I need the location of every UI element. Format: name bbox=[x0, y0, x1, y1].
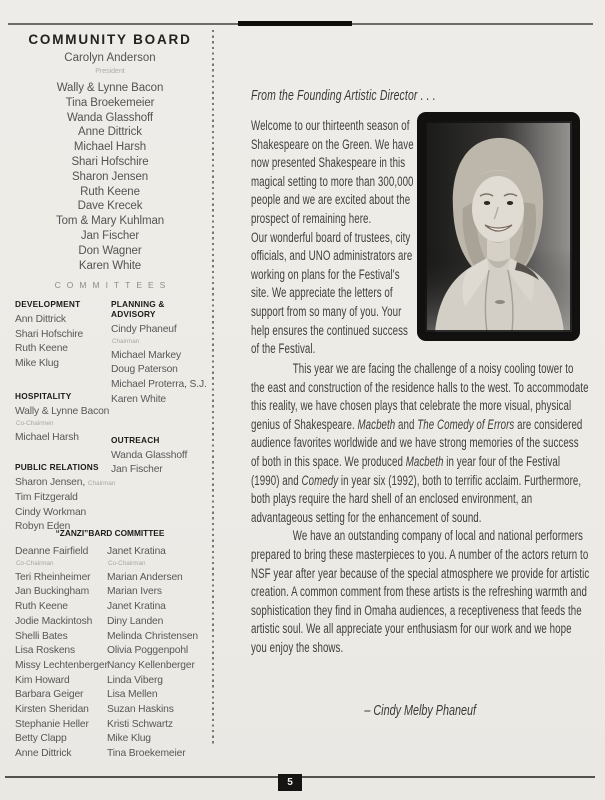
committees-right-column bbox=[111, 299, 211, 478]
zanzibard-member: Missy Lechtenberger bbox=[15, 659, 108, 671]
zanzibard-right-list bbox=[107, 545, 208, 762]
zanzibard-title: “ZANZI”BARD COMMITTEE bbox=[55, 528, 165, 538]
board-member-name: Tina Broekemeier bbox=[65, 96, 155, 109]
board-member-name: Karen White bbox=[78, 259, 142, 272]
committee-member-list bbox=[15, 313, 110, 372]
committee-title: DEVELOPMENT bbox=[15, 299, 81, 309]
zanzibard-member: Betty Clapp bbox=[15, 733, 67, 745]
zanzibard-member: Janet Kratina Co-Chairman bbox=[107, 545, 208, 568]
zanzibard-member: Melinda Christensen bbox=[107, 630, 199, 642]
page-number: 5 bbox=[278, 774, 302, 791]
committee-member: Michael Markey bbox=[111, 349, 181, 361]
board-member-name: Shari Hofschire bbox=[71, 155, 149, 168]
board-member-name: Ruth Keene bbox=[80, 185, 140, 198]
zanzibard-member: Olivia Poggenpohl bbox=[107, 645, 189, 657]
committee-public-relations bbox=[15, 462, 116, 535]
zanzibard-member: Ruth Keene bbox=[15, 601, 68, 613]
zanzibard-member: Lisa Roskens bbox=[15, 645, 76, 657]
board-member-name: Dave Krecek bbox=[77, 200, 143, 213]
zanzibard-member: Diny Landen bbox=[107, 615, 164, 627]
zanzibard-member: Kim Howard bbox=[15, 674, 70, 686]
committee-planning-advisory bbox=[111, 299, 211, 408]
committee-member: Robyn Eden bbox=[15, 521, 71, 533]
committee-member: Wanda Glasshoff bbox=[111, 449, 188, 461]
zanzibard-member: Nancy Kellenberger bbox=[107, 659, 195, 671]
column-divider-dotted bbox=[212, 30, 214, 746]
letter-body-wide: This year we are facing the challenge of a noisy cooling tower to the east and construction of the residence halls to the west. To accommodate this reality, we have chosen plays that celebrate the more visual, physical genius of Shakespeare. Macbeth and The Comedy of Errors are considered audience favorites worldwide and we have strong memories of the success of both in this space. We produced Macbeth in year four of the Festival (1990) and Comedy in year six (1992), both to terrific acclaim. Furthermore, both plays require the hard shell of an enclosed environment, an advantageous setting for the enhancement of sound. We have an outstanding company of local and national performers prepared to bring these masterpieces to you. A number of the actors return to NSF year after year because of the special atmosphere we provide for artistic creation. A common comment from these artists is the refreshing warmth and sophistication they find in Omaha audiences, a receptiveness that feeds the artistic soul. We all appreciate your enthusiasm for our work and we hope you enjoy the shows. bbox=[251, 361, 590, 655]
committee-member: Tim Fitzgerald bbox=[15, 491, 78, 503]
zanzibard-member: Linda Viberg bbox=[107, 674, 163, 686]
committee-title: PUBLIC RELATIONS bbox=[15, 462, 99, 473]
member-role-label: Chairman bbox=[88, 479, 116, 487]
committee-member: Cindy Phaneuf Chairman bbox=[111, 323, 211, 346]
committee-development bbox=[15, 299, 110, 372]
president-name: Carolyn Anderson bbox=[64, 52, 156, 64]
board-member-name: Don Wagner bbox=[78, 244, 142, 257]
committee-hospitality bbox=[15, 391, 110, 445]
zanzibard-member: Mike Klug bbox=[107, 733, 151, 745]
committee-title: PLANNING & ADVISORY bbox=[111, 299, 165, 319]
zanzibard-member: Shelli Bates bbox=[15, 630, 68, 642]
zanzibard-member: Jan Buckingham bbox=[15, 586, 90, 598]
zanzibard-left-list bbox=[12, 545, 107, 762]
letter-heading: From the Founding Artistic Director . . . bbox=[251, 88, 436, 104]
board-member-name: Anne Dittrick bbox=[78, 126, 142, 139]
board-member-list bbox=[12, 81, 208, 273]
letter-body-narrow: Welcome to our thirteenth season of Shakespeare on the Green. We have now presented Shakespeare in this magical setting to more than 300,000 people and we are excited about the prospect of remaining here. Our wonderful board of trustees, city officials, and UNO administrators are working on plans for the Festival's site. We appreciate the letters of support from so many of you. Your help ensures the continued success of the Festival. bbox=[251, 118, 414, 357]
zanzibard-member: Tina Broekemeier bbox=[107, 748, 186, 760]
committee-member-list bbox=[111, 323, 211, 408]
committee-member: Sharon Jensen, Chairman bbox=[15, 477, 116, 489]
zanzibard-member: Marian Ivers bbox=[107, 586, 162, 598]
committee-member: Ann Dittrick bbox=[15, 314, 66, 325]
president-role-label: President bbox=[95, 68, 125, 75]
committee-member: Doug Paterson bbox=[111, 364, 178, 376]
member-role-label: Co-Chairman bbox=[16, 559, 54, 567]
committees-left-column bbox=[15, 299, 116, 535]
committee-title: HOSPITALITY bbox=[15, 390, 72, 401]
top-rule-accent-bar bbox=[238, 21, 352, 26]
committee-member: Michael Proterra, S.J. bbox=[111, 379, 207, 391]
committee-member: Michael Harsh bbox=[15, 431, 79, 443]
committee-member: Jan Fischer bbox=[111, 464, 163, 476]
zanzibard-member: Stephanie Heller bbox=[15, 718, 89, 730]
committee-title: OUTREACH bbox=[111, 434, 160, 445]
zanzibard-member: Kirsten Sheridan bbox=[15, 704, 89, 716]
committee-member: Mike Klug bbox=[15, 358, 59, 370]
member-role-label: Co-Chairmen bbox=[16, 419, 54, 427]
zanzibard-member: Teri Rheinheimer bbox=[15, 571, 91, 583]
board-member-name: Tom & Mary Kuhlman bbox=[55, 215, 165, 228]
zanzibard-member: Janet Kratina bbox=[107, 601, 166, 613]
committee-member-list bbox=[15, 405, 110, 445]
community-board-title: COMMUNITY BOARD bbox=[28, 32, 192, 47]
committees-title: COMMITTEES bbox=[54, 280, 172, 290]
committee-member: Cindy Workman bbox=[15, 506, 87, 518]
zanzibard-member: Suzan Haskins bbox=[107, 704, 174, 716]
board-member-name: Wanda Glasshoff bbox=[66, 111, 154, 124]
committee-member-list bbox=[111, 449, 211, 478]
committee-member-list bbox=[15, 476, 116, 535]
committee-member: Ruth Keene bbox=[15, 343, 68, 355]
letter-signature: – Cindy Melby Phaneuf bbox=[364, 702, 477, 719]
zanzibard-member: Lisa Mellen bbox=[107, 689, 158, 701]
committee-member: Wally & Lynne Bacon Co-Chairmen bbox=[15, 405, 110, 427]
board-member-name: Wally & Lynne Bacon bbox=[56, 82, 164, 94]
zanzibard-member: Anne Dittrick bbox=[15, 748, 72, 760]
zanzibard-member: Marian Andersen bbox=[107, 571, 183, 583]
committee-outreach bbox=[111, 435, 211, 478]
zanzibard-member: Barbara Geiger bbox=[15, 689, 84, 701]
member-role-label: Chairman bbox=[112, 337, 140, 345]
committee-member: Karen White bbox=[111, 393, 167, 405]
zanzibard-committee-section bbox=[12, 528, 208, 762]
zanzibard-member: Deanne Fairfield Co-Chairman bbox=[15, 545, 107, 568]
zanzibard-member: Jodie Mackintosh bbox=[15, 615, 93, 627]
zanzibard-member: Kristi Schwartz bbox=[107, 718, 173, 730]
member-role-label: Co-Chairman bbox=[108, 559, 146, 567]
board-member-name: Sharon Jensen bbox=[71, 170, 149, 183]
committee-member: Shari Hofschire bbox=[15, 328, 84, 340]
board-member-name: Jan Fischer bbox=[80, 229, 140, 242]
community-board-section bbox=[12, 30, 208, 760]
portrait-photo bbox=[417, 112, 580, 341]
board-member-name: Michael Harsh bbox=[73, 141, 147, 154]
